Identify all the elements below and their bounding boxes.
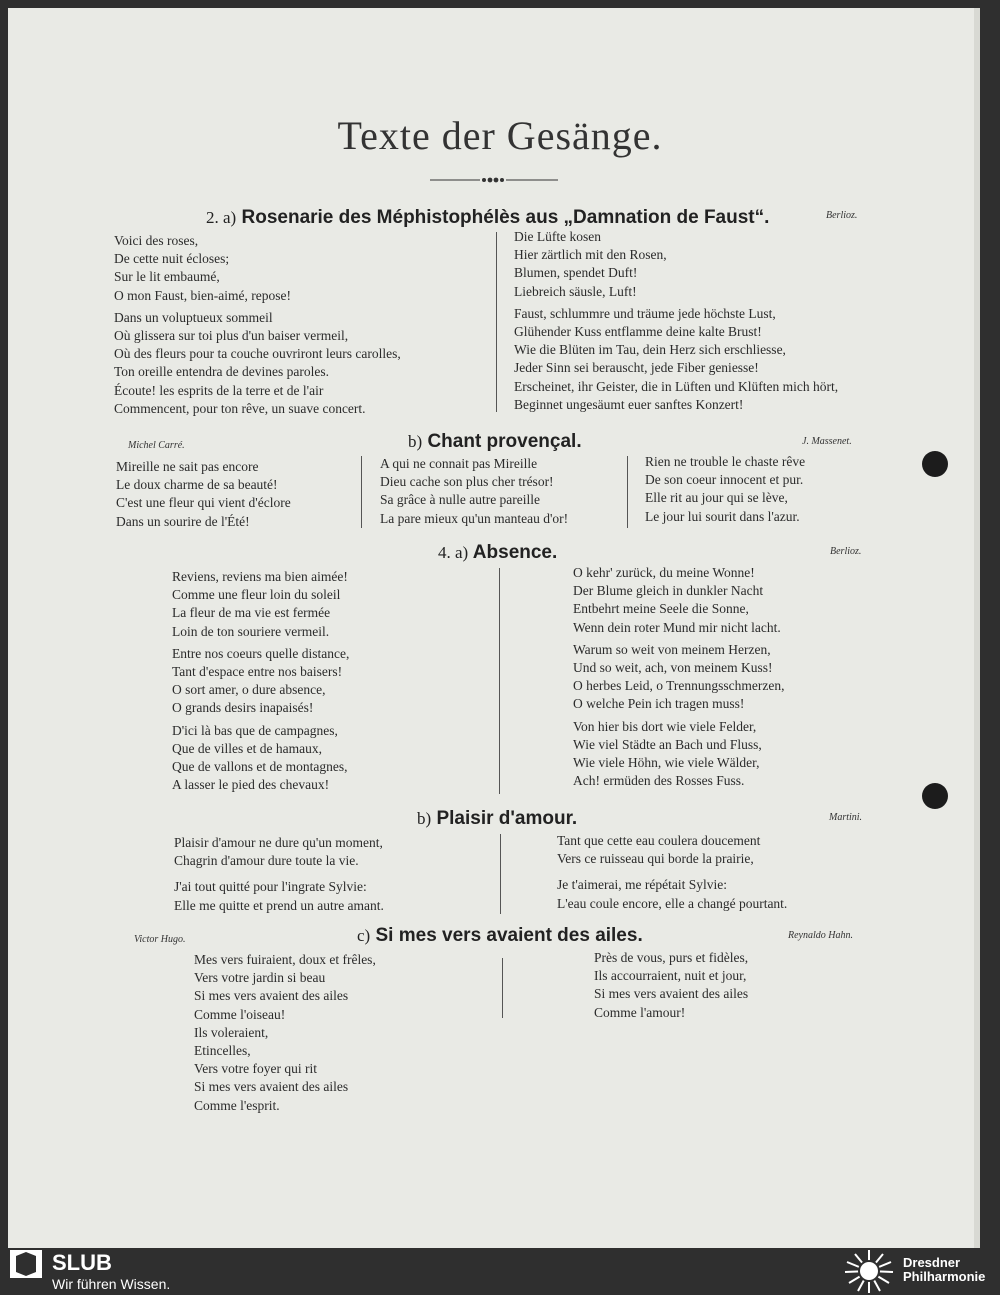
section-heading-si-mes-vers — [357, 925, 643, 947]
lyrics-chant-col1 — [116, 458, 291, 531]
section-title: Rosenarie des Méphistophélès aus „Damnation de Faust“. — [241, 207, 770, 228]
lyric-line: Ils voleraient, — [194, 1024, 269, 1040]
lyric-line: Le jour lui sourit dans l'azur. — [645, 508, 800, 524]
stanza — [573, 718, 784, 791]
page-title: Texte der Gesänge. — [337, 113, 663, 158]
lyric-line: Écoute! les esprits de la terre et de l'air — [114, 382, 324, 398]
composer-credit: Reynaldo Hahn. — [788, 930, 853, 941]
stanza — [557, 876, 787, 912]
lyric-line: A qui ne connait pas Mireille — [380, 456, 538, 471]
philharmonie-name[interactable] — [903, 1256, 985, 1284]
lyric-line: Etincelles, — [194, 1043, 251, 1059]
section-heading-absence — [438, 542, 557, 564]
lyric-line: Plaisir d'amour ne dure qu'un moment, — [174, 835, 383, 850]
lyric-line: Entre nos coeurs quelle distance, — [172, 645, 350, 661]
lyric-line: Wie viel Städte an Bach und Fluss, — [573, 736, 762, 752]
slub-logo-icon[interactable] — [10, 1250, 42, 1278]
lyric-line: De cette nuit écloses; — [114, 251, 230, 267]
stanza — [174, 834, 384, 870]
lyric-line: Où glissera sur toi plus d'un baiser vermeil, — [114, 328, 349, 344]
lyric-line: Que de villes et de hamaux, — [172, 740, 322, 756]
lyrics-french-si-mes-vers — [194, 951, 376, 1115]
lyric-line: De son coeur innocent et pur. — [645, 472, 804, 488]
lyric-line: Wie die Blüten im Tau, dein Herz sich erschliesse, — [514, 342, 786, 358]
stanza — [172, 645, 349, 718]
lyric-line: Ils accourraient, nuit et jour, — [594, 968, 747, 984]
lyric-line: Le doux charme de sa beauté! — [116, 477, 278, 493]
section-number: b) — [408, 432, 423, 451]
lyric-line: Entbehrt meine Seele die Sonne, — [573, 601, 749, 617]
column-divider — [361, 456, 362, 528]
lyric-line: Je t'aimerai, me répétait Sylvie: — [557, 877, 727, 893]
composer-credit: Martini. — [829, 812, 863, 823]
lyric-line: Comme l'oiseau! — [194, 1006, 286, 1022]
column-divider — [500, 834, 501, 914]
section-title: Absence. — [472, 542, 558, 563]
lyric-line: O sort amer, o dure absence, — [172, 682, 326, 698]
lyric-line: J'ai tout quitté pour l'ingrate Sylvie: — [174, 879, 367, 895]
lyrics-french-absence — [172, 568, 349, 798]
stanza — [172, 722, 349, 795]
lyric-line: Beginnet ungesäumt euer sanftes Konzert! — [514, 396, 744, 412]
lyric-line: Dans un voluptueux sommeil — [114, 309, 273, 325]
column-divider — [627, 456, 628, 528]
column-divider — [496, 232, 497, 412]
section-title: Si mes vers avaient des ailes. — [375, 925, 643, 946]
lyric-line: Elle me quitte et prend un autre amant. — [174, 897, 384, 913]
lyric-line: Wie viele Höhn, wie viele Wälder, — [573, 755, 760, 771]
stanza — [573, 564, 784, 637]
stanza — [114, 232, 401, 305]
lyric-line: Sur le lit embaumé, — [114, 269, 220, 285]
lyric-line: Glühender Kuss entflamme deine kalte Brust! — [514, 324, 762, 340]
section-number: b) — [417, 809, 432, 828]
author-credit: Michel Carré. — [128, 440, 185, 451]
slub-tagline: Wir führen Wissen. — [52, 1276, 171, 1292]
stanza — [514, 228, 838, 301]
lyric-line: Si mes vers avaient des ailes — [194, 1079, 349, 1095]
lyric-line: C'est une fleur qui vient d'éclore — [116, 495, 291, 511]
lyric-line: Tant que cette eau coulera doucement — [557, 833, 761, 848]
lyric-line: Liebreich säusle, Luft! — [514, 283, 637, 299]
section-title: Chant provençal. — [427, 431, 582, 452]
punch-hole — [922, 783, 948, 809]
lyric-line: Loin de ton souriere vermeil. — [172, 623, 330, 639]
lyric-line: Si mes vers avaient des ailes — [194, 988, 349, 1004]
lyric-line: Tant d'espace entre nos baisers! — [172, 664, 343, 680]
lyric-line: Und so weit, ach, von meinem Kuss! — [573, 660, 773, 676]
section-heading-chant-provencal — [408, 431, 582, 453]
lyric-line: O herbes Leid, o Trennungsschmerzen, — [573, 678, 785, 694]
lyric-line: Ach! ermüden des Rosses Fuss. — [573, 773, 745, 789]
lyric-line: Comme l'esprit. — [194, 1097, 280, 1113]
lyric-line: Von hier bis dort wie viele Felder, — [573, 718, 757, 734]
column-divider — [499, 568, 500, 794]
section-number: 4. a) — [438, 543, 469, 562]
section-heading-rosenarie — [206, 207, 769, 229]
lyric-line: Blumen, spendet Duft! — [514, 265, 638, 281]
lyric-line: O kehr' zurück, du meine Wonne! — [573, 565, 755, 580]
lyric-line: Si mes vers avaient des ailes — [594, 986, 749, 1002]
document-page — [8, 8, 980, 1248]
lyric-line: Près de vous, purs et fidèles, — [594, 950, 749, 965]
lyric-line: Elle rit au jour qui se lève, — [645, 490, 788, 506]
composer-credit: Berlioz. — [830, 546, 862, 557]
section-title: Plaisir d'amour. — [436, 808, 578, 829]
section-number: 2. a) — [206, 208, 237, 227]
lyric-line: Que de vallons et de montagnes, — [172, 759, 348, 775]
lyric-line: O welche Pein ich tragen muss! — [573, 696, 745, 712]
lyric-line: Jeder Sinn sei berauscht, jede Fiber geniesse! — [514, 360, 759, 376]
author-credit: Victor Hugo. — [134, 934, 186, 945]
stanza — [114, 309, 401, 418]
lyric-line: La pare mieux qu'un manteau d'or! — [380, 510, 569, 526]
lyric-line: Où des fleurs pour ta couche ouvriront leurs carolles, — [114, 346, 401, 362]
stanza — [573, 641, 784, 714]
lyric-line: Vers votre jardin si beau — [194, 970, 326, 986]
lyric-line: Comme l'amour! — [594, 1004, 686, 1020]
page-edge — [974, 8, 980, 1248]
slub-name[interactable]: SLUB — [52, 1250, 112, 1275]
lyrics-german-absence — [573, 564, 784, 794]
stanza — [174, 878, 384, 914]
lyric-line: D'ici là bas que de campagnes, — [172, 722, 338, 738]
section-heading-plaisir-damour — [417, 808, 577, 830]
lyrics-chant-col2 — [380, 455, 568, 528]
lyric-line: Faust, schlummre und träume jede höchste Lust, — [514, 305, 776, 321]
lyric-line: Der Blume gleich in dunkler Nacht — [573, 583, 764, 599]
lyric-line: Ton oreille entendra de devines paroles. — [114, 364, 329, 380]
philharmonie-logo-icon[interactable] — [842, 1248, 896, 1294]
lyric-line: A lasser le pied des chevaux! — [172, 777, 330, 793]
lyric-line: Commencent, pour ton rêve, un suave concert. — [114, 400, 366, 416]
philharmonie-name-line2: Philharmonie — [903, 1269, 986, 1284]
lyric-line: O grands desirs inapaisés! — [172, 700, 314, 716]
lyric-line: Die Lüfte kosen — [514, 229, 601, 244]
title-ornament — [430, 176, 558, 184]
lyric-line: Dans un sourire de l'Été! — [116, 513, 250, 529]
composer-credit: J. Massenet. — [802, 436, 852, 447]
section-number: c) — [357, 926, 371, 945]
lyric-line: Mireille ne sait pas encore — [116, 459, 259, 474]
lyric-line: Chagrin d'amour dure toute la vie. — [174, 853, 359, 869]
lyric-line: Dieu cache son plus cher trésor! — [380, 474, 554, 490]
column-divider — [502, 958, 503, 1018]
punch-hole — [922, 451, 948, 477]
lyric-line: La fleur de ma vie est fermée — [172, 605, 331, 621]
lyrics-german-rosenarie — [514, 228, 838, 418]
lyric-line: Comme une fleur loin du soleil — [172, 587, 341, 603]
lyric-line: Wenn dein roter Mund mir nicht lacht. — [573, 619, 781, 635]
lyrics-french-plaisir — [174, 834, 384, 919]
lyric-line: Erscheinet, ihr Geister, die in Lüften und Klüften mich hört, — [514, 378, 839, 394]
philharmonie-name-line1: Dresdner — [903, 1255, 961, 1270]
stanza — [557, 832, 787, 868]
lyric-line: Vers votre foyer qui rit — [194, 1061, 317, 1077]
lyric-line: Reviens, reviens ma bien aimée! — [172, 569, 348, 584]
composer-credit: Berlioz. — [826, 210, 858, 221]
lyric-line: Mes vers fuiraient, doux et frêles, — [194, 952, 376, 967]
lyrics-french-plaisir-right — [557, 832, 787, 917]
lyric-line: Hier zärtlich mit den Rosen, — [514, 247, 667, 263]
lyrics-chant-col3 — [645, 453, 805, 526]
lyric-line: O mon Faust, bien-aimé, repose! — [114, 287, 291, 303]
stanza — [172, 568, 349, 641]
lyric-line: Sa grâce à nulle autre pareille — [380, 492, 541, 508]
lyric-line: Vers ce ruisseau qui borde la prairie, — [557, 851, 754, 867]
lyrics-french-rosenarie — [114, 232, 401, 422]
stanza — [514, 305, 838, 414]
lyric-line: Voici des roses, — [114, 233, 199, 248]
lyric-line: Rien ne trouble le chaste rêve — [645, 454, 806, 469]
lyrics-french-si-mes-vers-right — [594, 949, 748, 1022]
lyric-line: L'eau coule encore, elle a changé pourtant. — [557, 895, 788, 911]
lyric-line: Warum so weit von meinem Herzen, — [573, 641, 771, 657]
